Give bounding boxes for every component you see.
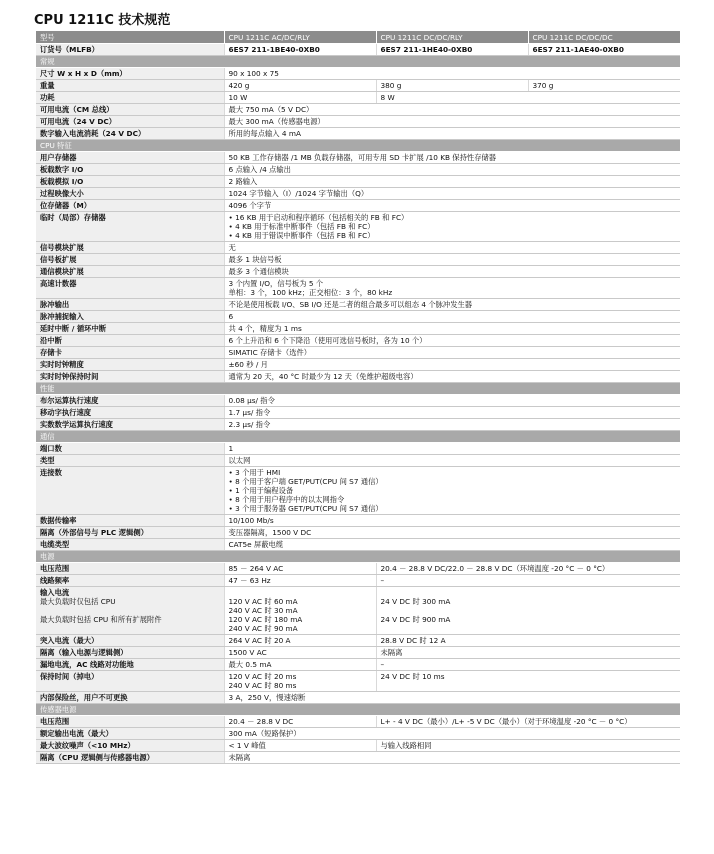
- table-row: [36, 311, 680, 323]
- row-value: 6ES7 211-1HE40-0XB0: [376, 44, 528, 56]
- row-value: 1500 V AC: [224, 647, 376, 659]
- row-value: CAT5e 屏蔽电缆: [224, 539, 680, 551]
- row-label: 线路频率: [36, 575, 224, 587]
- table-row: [36, 128, 680, 140]
- header-model: CPU 1211C AC/DC/RLY: [224, 31, 376, 44]
- table-row: [36, 716, 680, 728]
- table-row: [36, 116, 680, 128]
- row-label: 订货号（MLFB）: [36, 44, 224, 56]
- row-label: 功耗: [36, 92, 224, 104]
- section-title: 传感器电源: [36, 704, 680, 716]
- row-label: 数据传输率: [36, 515, 224, 527]
- table-row: [36, 242, 680, 254]
- page-title: CPU 1211C 技术规范: [34, 13, 171, 28]
- row-label: 通信模块扩展: [36, 266, 224, 278]
- section-title: 性能: [36, 383, 680, 395]
- row-label: 隔离（外部信号与 PLC 逻辑侧）: [36, 527, 224, 539]
- row-label: 尺寸 W x H x D（mm）: [36, 68, 224, 80]
- table-row: [36, 212, 680, 242]
- row-value: 1024 字节输入（I）/1024 字节输出（Q）: [224, 188, 680, 200]
- row-label: 类型: [36, 455, 224, 467]
- row-label: 端口数: [36, 443, 224, 455]
- row-value: 370 g: [528, 80, 680, 92]
- row-value: 最大 300 mA（传感器电源）: [224, 116, 680, 128]
- table-row: [36, 740, 680, 752]
- table-row: [36, 347, 680, 359]
- table-row: [36, 443, 680, 455]
- header-model: CPU 1211C DC/DC/RLY: [376, 31, 528, 44]
- table-header-row: [36, 31, 680, 44]
- row-label: 脉冲输出: [36, 299, 224, 311]
- table-row: [36, 575, 680, 587]
- row-value: • 3 个用于 HMI • 8 个用于客户端 GET/PUT(CPU 间 S7 通信） • 1 个用于编程设备 • 8 个用于用户程序中的以太网指令 • 3 个用于服务器 GET/PUT(CPU 间 S7 通信）: [224, 467, 680, 515]
- row-label: 额定输出电流（最大）: [36, 728, 224, 740]
- row-value: 所用的每点输入 4 mA: [224, 128, 680, 140]
- row-value: 无: [224, 242, 680, 254]
- row-value: 50 KB 工作存储器 /1 MB 负载存储器，可用专用 SD 卡扩展 /10 KB 保持性存储器: [224, 152, 680, 164]
- table-row: [36, 200, 680, 212]
- row-value: ±60 秒 / 月: [224, 359, 680, 371]
- row-label: 临时（局部）存储器: [36, 212, 224, 242]
- section-title: CPU 特征: [36, 140, 680, 152]
- header-label: 型号: [36, 31, 224, 44]
- row-label: 延时中断 / 循环中断: [36, 323, 224, 335]
- row-value: 未隔离: [376, 647, 680, 659]
- row-value: 120 V AC 时 60 mA 240 V AC 时 30 mA 120 V AC 时 180 mA 240 V AC 时 90 mA: [224, 587, 376, 635]
- table-row: [36, 527, 680, 539]
- row-value: 10 W: [224, 92, 376, 104]
- row-value: 4096 个字节: [224, 200, 680, 212]
- row-value: 20.4 － 28.8 V DC: [224, 716, 376, 728]
- row-value: 47 － 63 Hz: [224, 575, 376, 587]
- row-value: 最多 3 个通信模块: [224, 266, 680, 278]
- row-label: 电压范围: [36, 563, 224, 575]
- row-value: 380 g: [376, 80, 528, 92]
- row-label: 电缆类型: [36, 539, 224, 551]
- row-value: 1: [224, 443, 680, 455]
- row-label: 高速计数器: [36, 278, 224, 299]
- row-label: 信号模块扩展: [36, 242, 224, 254]
- row-label: 存储卡: [36, 347, 224, 359]
- section-header-row: [36, 551, 680, 563]
- row-label: 连接数: [36, 467, 224, 515]
- row-label: 布尔运算执行速度: [36, 395, 224, 407]
- table-row: [36, 299, 680, 311]
- row-label: 隔离（CPU 逻辑侧与传感器电源）: [36, 752, 224, 764]
- row-label: 板载模拟 I/O: [36, 176, 224, 188]
- row-value: 10/100 Mb/s: [224, 515, 680, 527]
- row-value: 3 个内置 I/O，信号板为 5 个 单相：3 个，100 kHz；正交相位：3 个，80 kHz: [224, 278, 680, 299]
- spec-table: [36, 31, 680, 764]
- row-label: 输入电流 最大负载时仅包括 CPU 最大负载时包括 CPU 和所有扩展附件: [36, 587, 224, 635]
- section-header-row: [36, 704, 680, 716]
- section-header-row: [36, 383, 680, 395]
- row-label: 过程映像大小: [36, 188, 224, 200]
- row-value: 420 g: [224, 80, 376, 92]
- table-row: [36, 92, 680, 104]
- table-row: [36, 164, 680, 176]
- table-row: [36, 728, 680, 740]
- row-label: 用户存储器: [36, 152, 224, 164]
- row-value: 未隔离: [224, 752, 680, 764]
- table-row: [36, 647, 680, 659]
- table-row: [36, 266, 680, 278]
- row-value: 28.8 V DC 时 12 A: [376, 635, 680, 647]
- row-value: SIMATIC 存储卡（选件）: [224, 347, 680, 359]
- section-title: 常规: [36, 56, 680, 68]
- row-value: 共 4 个，精度为 1 ms: [224, 323, 680, 335]
- row-value: 与输入线路相同: [376, 740, 680, 752]
- section-header-row: [36, 431, 680, 443]
- row-value: 6 点输入 /4 点输出: [224, 164, 680, 176]
- row-label: 数字输入电流消耗（24 V DC）: [36, 128, 224, 140]
- table-row: [36, 671, 680, 692]
- row-label: 可用电流（CM 总线）: [36, 104, 224, 116]
- row-value: 20.4 － 28.8 V DC/22.0 － 28.8 V DC（环境温度 -20 °C － 0 °C）: [376, 563, 680, 575]
- row-value: 264 V AC 时 20 A: [224, 635, 376, 647]
- table-row: [36, 188, 680, 200]
- row-value: < 1 V 峰值: [224, 740, 376, 752]
- row-label: 沿中断: [36, 335, 224, 347]
- row-value: 120 V AC 时 20 ms 240 V AC 时 80 ms: [224, 671, 376, 692]
- table-row: [36, 539, 680, 551]
- row-label: 实时时钟保持时间: [36, 371, 224, 383]
- section-title: 通信: [36, 431, 680, 443]
- row-value: 通常为 20 天，40 °C 时最少为 12 天（免维护超级电容）: [224, 371, 680, 383]
- table-row: [36, 515, 680, 527]
- row-label: 内部保险丝，用户不可更换: [36, 692, 224, 704]
- row-label: 突入电流（最大）: [36, 635, 224, 647]
- table-row: [36, 467, 680, 515]
- table-row: [36, 395, 680, 407]
- row-value: 3 A，250 V，慢速熔断: [224, 692, 680, 704]
- row-label: 实数数学运算执行速度: [36, 419, 224, 431]
- row-value: 8 W: [376, 92, 680, 104]
- row-value: 1.7 μs/ 指令: [224, 407, 680, 419]
- row-value: 90 x 100 x 75: [224, 68, 680, 80]
- table-row: [36, 278, 680, 299]
- row-label: 板载数字 I/O: [36, 164, 224, 176]
- row-value: 0.08 μs/ 指令: [224, 395, 680, 407]
- row-label: 电压范围: [36, 716, 224, 728]
- table-row: [36, 419, 680, 431]
- table-row: [36, 563, 680, 575]
- row-value: 24 V DC 时 10 ms: [376, 671, 680, 692]
- table-row: [36, 407, 680, 419]
- table-row: [36, 254, 680, 266]
- row-label: 实时时钟精度: [36, 359, 224, 371]
- table-row: [36, 80, 680, 92]
- table-row: [36, 635, 680, 647]
- header-model: CPU 1211C DC/DC/DC: [528, 31, 680, 44]
- row-value: 6ES7 211-1AE40-0XB0: [528, 44, 680, 56]
- table-row: [36, 44, 680, 56]
- row-value: 不论是使用板载 I/O、SB I/O 还是二者的组合最多可以组态 4 个脉冲发生器: [224, 299, 680, 311]
- section-title: 电源: [36, 551, 680, 563]
- row-label: 保持时间（掉电）: [36, 671, 224, 692]
- row-value: 24 V DC 时 300 mA 24 V DC 时 900 mA: [376, 587, 680, 635]
- table-row: [36, 455, 680, 467]
- row-value: L+ - 4 V DC（最小）/L+ -5 V DC（最小）（对于环境温度 -20 °C － 0 °C）: [376, 716, 680, 728]
- row-label: 移动字执行速度: [36, 407, 224, 419]
- table-row: [36, 176, 680, 188]
- table-row: [36, 152, 680, 164]
- row-label: 脉冲捕捉输入: [36, 311, 224, 323]
- table-row: [36, 659, 680, 671]
- row-value: 2.3 μs/ 指令: [224, 419, 680, 431]
- row-value: –: [376, 659, 680, 671]
- row-label: 漏地电流，AC 线路对功能地: [36, 659, 224, 671]
- row-label: 位存储器（M）: [36, 200, 224, 212]
- table-row: [36, 587, 680, 635]
- row-value: 85 － 264 V AC: [224, 563, 376, 575]
- row-value: 300 mA（短路保护）: [224, 728, 680, 740]
- row-label: 信号板扩展: [36, 254, 224, 266]
- row-value: 变压器隔离，1500 V DC: [224, 527, 680, 539]
- row-value: 6: [224, 311, 680, 323]
- table-row: [36, 104, 680, 116]
- table-row: [36, 692, 680, 704]
- row-value: 2 路输入: [224, 176, 680, 188]
- table-row: [36, 68, 680, 80]
- table-row: [36, 371, 680, 383]
- table-row: [36, 323, 680, 335]
- table-row: [36, 359, 680, 371]
- row-label: 隔离（输入电源与逻辑侧）: [36, 647, 224, 659]
- table-row: [36, 752, 680, 764]
- row-value: 6ES7 211-1BE40-0XB0: [224, 44, 376, 56]
- row-value: –: [376, 575, 680, 587]
- row-value: 6 个上升沿和 6 个下降沿（使用可选信号板时，各为 10 个）: [224, 335, 680, 347]
- row-value: 最大 750 mA（5 V DC）: [224, 104, 680, 116]
- table-row: [36, 335, 680, 347]
- row-value: 以太网: [224, 455, 680, 467]
- section-header-row: [36, 140, 680, 152]
- row-label: 最大波纹噪声（<10 MHz）: [36, 740, 224, 752]
- row-value: 最大 0.5 mA: [224, 659, 376, 671]
- section-header-row: [36, 56, 680, 68]
- row-label: 重量: [36, 80, 224, 92]
- row-value: • 16 KB 用于启动和程序循环（包括相关的 FB 和 FC） • 4 KB 用于标准中断事件（包括 FB 和 FC） • 4 KB 用于错误中断事件（包括 FB 和 FC）: [224, 212, 680, 242]
- row-label: 可用电流（24 V DC）: [36, 116, 224, 128]
- row-value: 最多 1 块信号板: [224, 254, 680, 266]
